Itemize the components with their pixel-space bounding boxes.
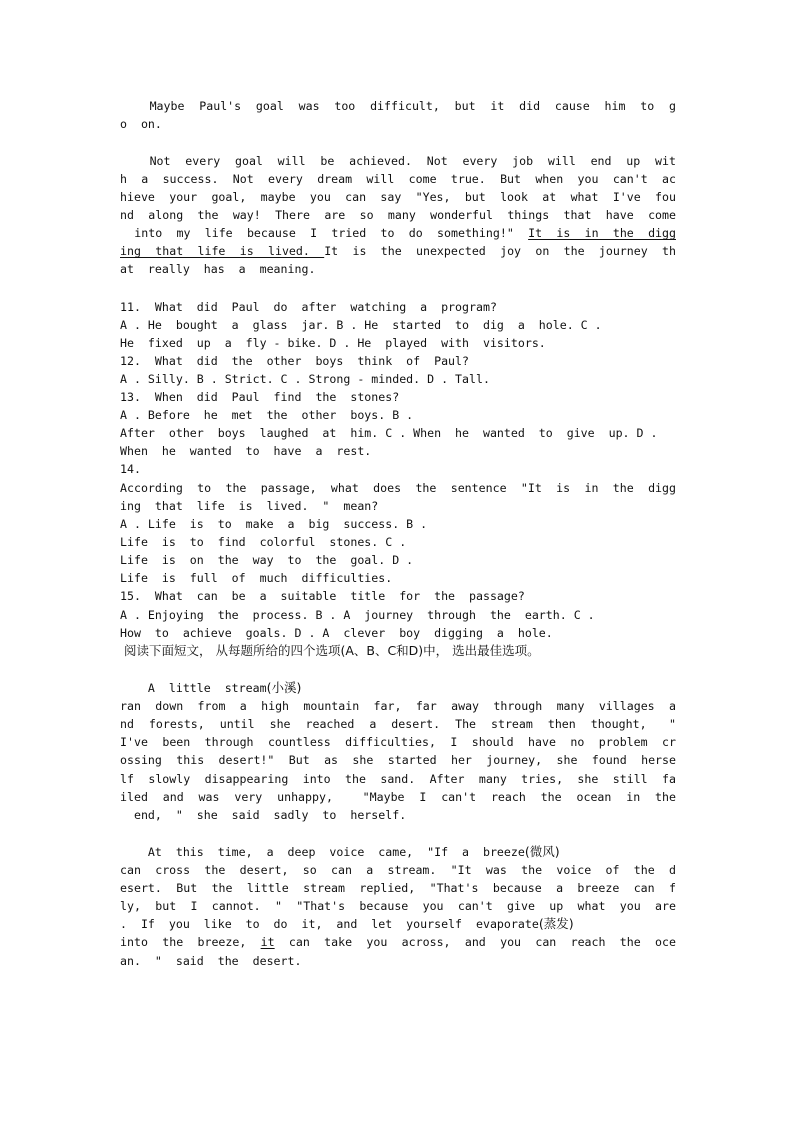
text-line: I've been through countless difficulties, I should have no problem cr [120, 735, 676, 749]
text-fragment: It is the unexpected joy on the journey th [324, 244, 676, 258]
text-line: ly, but I cannot. " "That's because you can't give up what you are [120, 899, 676, 913]
text-line [120, 915, 676, 933]
question-line: A . Life is to make a big success. B . [120, 517, 428, 531]
text-line: can cross the desert, so can a stream. "It was the voice of the d [120, 863, 676, 877]
text-line: h a success. Not every dream will come true. But when you can't ac [120, 172, 676, 186]
question-line: Life is on the way to the goal. D . [120, 553, 414, 567]
text-line [120, 933, 676, 951]
text-line: hieve your goal, maybe you can say "Yes, but look at what I've fou [120, 190, 676, 204]
question-line: 11. What did Paul do after watching a program? [120, 300, 497, 314]
question-line: A . He bought a glass jar. B . He started to dig a hole. C . [120, 318, 602, 332]
text-line: an. " said the desert. [120, 954, 302, 968]
text-fragment: can take you across, and you can reach the oce [274, 935, 676, 949]
text-line: nd along the way! There are so many wonderful things that have come [120, 208, 676, 222]
question-line: He fixed up a fly - bike. D . He played with visitors. [120, 336, 546, 350]
text-line: o on. [120, 117, 162, 131]
text-line: at really has a meaning. [120, 262, 316, 276]
text-line: Maybe Paul's goal was too difficult, but it did cause him to g [120, 99, 676, 113]
text-line [120, 224, 676, 242]
text-fragment: A little stream [120, 681, 267, 695]
underlined-word: it [260, 935, 275, 949]
question-line: Life is to find colorful stones. C . [120, 535, 407, 549]
text-line: Not every goal will be achieved. Not every job will end up wit [120, 154, 676, 168]
text-line: ran down from a high mountain far, far away through many villages a [120, 699, 676, 713]
question-line: After other boys laughed at him. C . When he wanted to give up. D . [120, 426, 658, 440]
question-line: 14. [120, 462, 141, 476]
question-line: 15. What can be a suitable title for the passage? [120, 589, 525, 603]
underlined-sentence: It is in the digg [528, 226, 676, 240]
text-line [120, 242, 676, 260]
text-fragment: At this time, a deep voice came, "If a breeze [120, 845, 525, 859]
chinese-gloss: (蒸发) [538, 916, 574, 931]
chinese-gloss: (小溪) [266, 680, 302, 695]
text-fragment: . If you like to do it, and let yourself evaporate [120, 917, 539, 931]
question-line: When he wanted to have a rest. [120, 444, 372, 458]
question-line: A . Before he met the other boys. B . [120, 408, 414, 422]
text-line: end, " she said sadly to herself. [120, 808, 407, 822]
chinese-gloss: (微风) [524, 844, 560, 859]
text-line: lf slowly disappearing into the sand. After many tries, she still fa [120, 772, 676, 786]
underlined-sentence: ing that life is lived. [120, 244, 325, 258]
text-line: esert. But the little stream replied, "That's because a breeze can f [120, 881, 676, 895]
text-line: iled and was very unhappy, "Maybe I can't reach the ocean in the [120, 790, 676, 804]
text-line: nd forests, until she reached a desert. The stream then thought, " [120, 717, 676, 731]
question-line: 13. When did Paul find the stones? [120, 390, 400, 404]
question-line: 12. What did the other boys think of Paul? [120, 354, 470, 368]
section-instruction: 阅读下面短文， 从每题所给的四个选项(A、B、C和D)中， 选出最佳选项。 [120, 643, 540, 658]
text-line [120, 843, 676, 861]
question-line: A . Silly. B . Strict. C . Strong - minded. D . Tall. [120, 372, 490, 386]
question-line: According to the passage, what does the sentence "It is in the digg [120, 481, 676, 495]
question-line: A . Enjoying the process. B . A journey through the earth. C . [120, 608, 595, 622]
question-line: How to achieve goals. D . A clever boy digging a hole. [120, 626, 553, 640]
text-fragment: into the breeze, [120, 935, 261, 949]
question-line: ing that life is lived. " mean? [120, 499, 379, 513]
text-line: ossing this desert!" But as she started her journey, she found herse [120, 753, 676, 767]
text-line [120, 679, 676, 697]
question-line: Life is full of much difficulties. [120, 571, 393, 585]
text-fragment: into my life because I tried to do something!" [120, 226, 529, 240]
